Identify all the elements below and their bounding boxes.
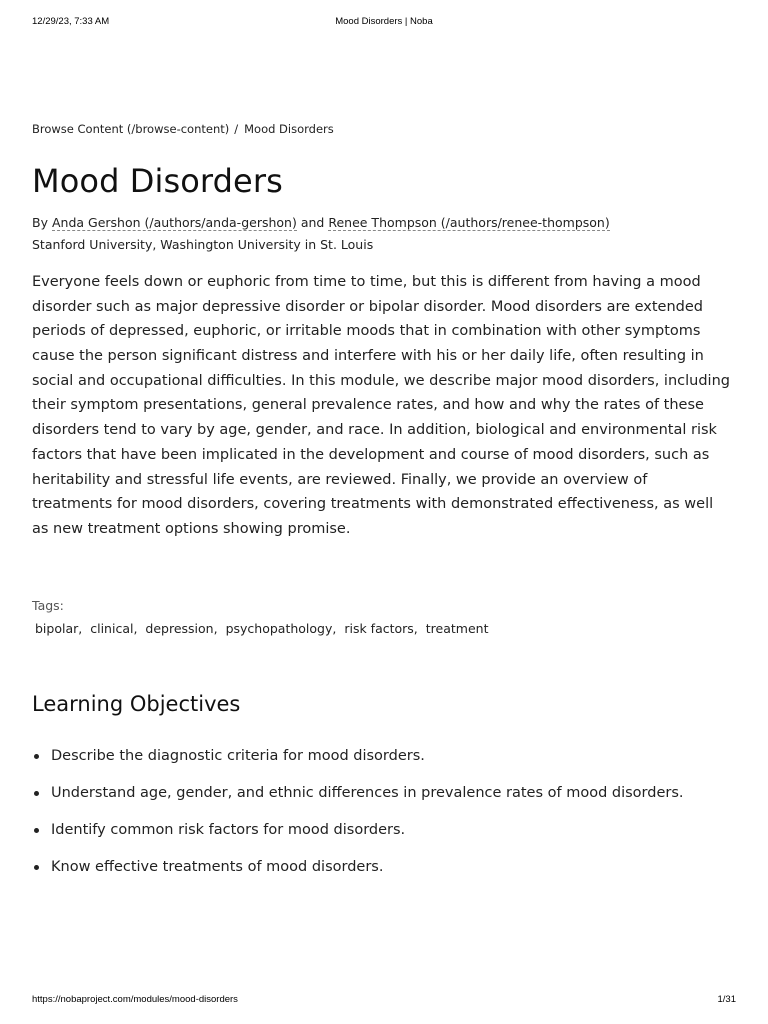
- tag-bipolar[interactable]: bipolar,: [35, 620, 83, 636]
- author-affiliation: Stanford University, Washington University in St. Louis: [32, 236, 374, 252]
- objective-text: Describe the diagnostic criteria for mood disorders.: [51, 747, 425, 764]
- bullet-icon: [34, 828, 39, 833]
- author-link-renee-thompson[interactable]: Renee Thompson (/authors/renee-thompson): [328, 215, 610, 231]
- breadcrumb-current: Mood Disorders: [244, 122, 334, 136]
- breadcrumb-browse-content-link[interactable]: Browse Content (/browse-content): [32, 122, 230, 136]
- tags-list: [32, 621, 732, 636]
- tag-treatment[interactable]: treatment: [425, 620, 489, 636]
- list-item: [32, 857, 732, 877]
- bullet-icon: [34, 865, 39, 870]
- bullet-icon: [34, 754, 39, 759]
- byline-conjunction: and: [300, 215, 325, 231]
- print-timestamp: 12/29/23, 7:33 AM: [32, 16, 110, 27]
- byline-prefix: By: [32, 215, 48, 231]
- breadcrumb-separator: /: [234, 122, 239, 136]
- list-item: [32, 746, 732, 766]
- bullet-icon: [34, 791, 39, 796]
- list-item: [32, 820, 732, 840]
- objective-text: Identify common risk factors for mood disorders.: [51, 821, 406, 838]
- page-title: Mood Disorders: [32, 162, 283, 200]
- print-url: https://nobaproject.com/modules/mood-disorders: [32, 994, 238, 1005]
- print-header: [32, 16, 736, 30]
- abstract-text: Everyone feels down or euphoric from time to time, but this is different from having a mood disorder such as major depressive disorder or bipolar disorder. Mood disorders are extended periods of depressed, euphoric, or irritable moods that in combination with other symptoms cause the person significant distress and interfere with his or her daily life, often resulting in social and occupational difficulties. In this module, we describe major mood disorders, including their symptom presentations, general prevalence rates, and how and why the rates of these disorders tend to vary by age, gender, and race. In addition, biological and environmental risk factors that have been implicated in the development and course of mood disorders, such as heritability and stressful life events, are reviewed. Finally, we provide an overview of treatments for mood disorders, covering treatments with demonstrated effectiveness, as well as new treatment options showing promise.: [32, 273, 730, 537]
- tag-depression[interactable]: depression,: [145, 620, 218, 636]
- list-item: [32, 783, 732, 803]
- print-document-title: Mood Disorders | Noba: [335, 16, 433, 27]
- learning-objectives-heading: Learning Objectives: [32, 691, 241, 716]
- byline: [32, 214, 732, 232]
- author-link-anda-gershon[interactable]: Anda Gershon (/authors/anda-gershon): [51, 215, 297, 231]
- tag-clinical[interactable]: clinical,: [90, 620, 138, 636]
- tags-label: Tags:: [32, 597, 64, 613]
- print-page-number: 1/31: [717, 994, 736, 1005]
- print-footer: [32, 994, 736, 1008]
- breadcrumb: [32, 122, 732, 136]
- objective-text: Know effective treatments of mood disorders.: [51, 858, 384, 875]
- learning-objectives-list: [32, 746, 732, 877]
- article-content: [32, 118, 732, 894]
- objective-text: Understand age, gender, and ethnic differences in prevalence rates of mood disorders.: [51, 784, 684, 801]
- tag-psychopathology[interactable]: psychopathology,: [225, 620, 337, 636]
- tag-risk-factors[interactable]: risk factors,: [344, 620, 418, 636]
